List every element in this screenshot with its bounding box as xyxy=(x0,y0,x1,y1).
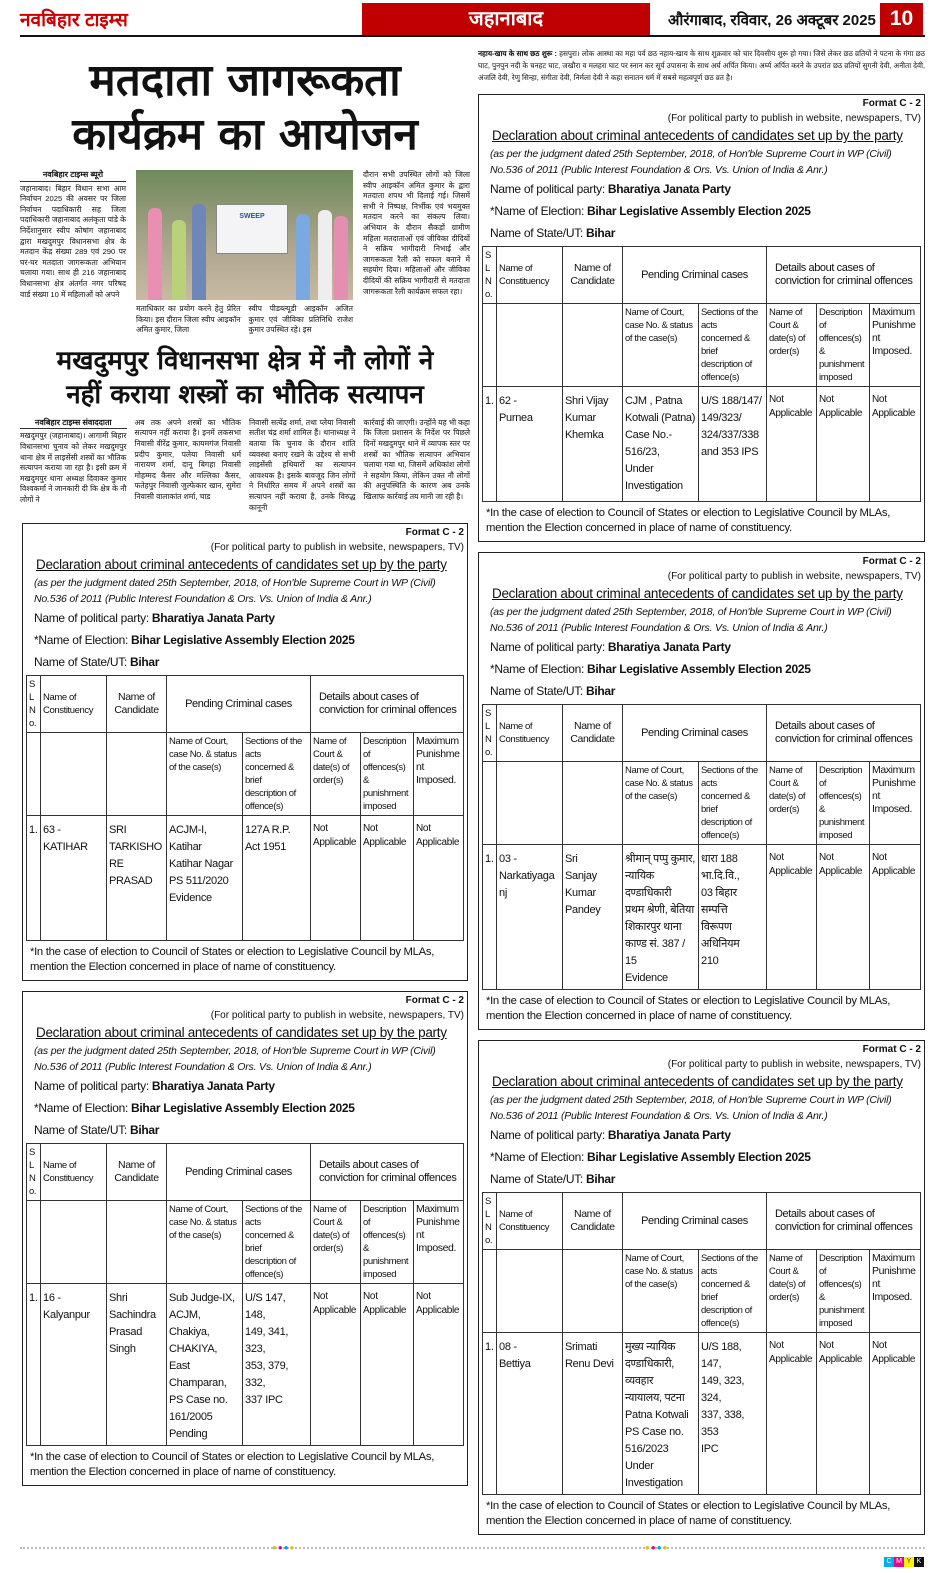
party-label: Name of political party: xyxy=(490,1128,608,1142)
th-conviction: Details about cases of conviction for criminal offences xyxy=(767,1193,921,1250)
th-sections: Sections of the acts concerned & brief description of offence(s) xyxy=(699,1250,767,1333)
page-header xyxy=(0,0,945,40)
article2-col3: निवासी सत्येंद्र शर्मा, तथा प्लेया निवासी सतीश चंद्र शर्मा शामिल हैं। थानाध्यक्ष ने बताया कि चुनाव के दौरान शांति व्यवस्था बनाए रखने के उद्देश्य से सभी लाइसेंसी हथियारों का सत्यापन आवश्यक है। इसके बावजूद जिन लोगों ने निर्धारित समय में अपने शस्त्रों का सत्यापन नहीं कराया है, उनके विरुद्ध कानूनी xyxy=(249,417,356,512)
party-label: Name of political party: xyxy=(34,611,152,626)
party-line xyxy=(26,607,464,629)
state-line xyxy=(26,1119,464,1141)
judgment-line: (as per the judgment dated 25th September, 2018, of Hon'ble Supreme Court in WP (Civil) xyxy=(34,1045,436,1058)
cell-sl: 1. xyxy=(483,845,497,990)
election-value: Bihar Legislative Assembly Election 2025 xyxy=(131,633,355,648)
declaration-title: Declaration about criminal antecedents of candidates set up by the party xyxy=(492,1074,903,1089)
footnote: *In the case of election to Council of States or election to Legislative Council by MLAs, mention the Election concerned in place of name of constituency. xyxy=(30,1451,435,1479)
judgment-line: (as per the judgment dated 25th September, 2018, of Hon'ble Supreme Court in WP (Civil) xyxy=(490,1094,892,1106)
th-sl: SL No. xyxy=(483,247,497,304)
format-label: Format C - 2 xyxy=(405,995,464,1007)
criminal-antecedents-form xyxy=(478,94,925,542)
article1-col4: दौरान सभी उपस्थित लोगों को जिला स्वीप आइकॉन अमित कुमार के द्वारा मतदाता शपथ भी दिलाई गई। जिसमें सभी ने निष्पक्ष, निर्भीक एवं भयमुक्त मतदान करने का संकल्प लिया। अभियान के दौरान सैकड़ों ग्रामीण महिला मतदाताओं एवं जीविका दीदियों ने सक्रिय भागीदारी निभाई और जागरूकता रैली को सफल बनाने में सहयोग दिया। महिलाओं और जीविका दीदियों की सक्रिय भागीदारी से मतदाता जागरूकता रैली कार्यक्रम सफल रहा। xyxy=(363,170,470,296)
state-value: Bihar xyxy=(585,1172,616,1186)
judgment-line: (as per the judgment dated 25th September, 2018, of Hon'ble Supreme Court in WP (Civil) xyxy=(490,606,892,618)
cell-candidate: Srimati Renu Devi xyxy=(563,1333,623,1495)
election-label: *Name of Election: xyxy=(490,1150,588,1164)
article1-photo xyxy=(136,170,353,300)
format-label: Format C - 2 xyxy=(405,527,464,539)
cell-constituency: 62 - Purnea xyxy=(497,387,563,502)
th-court-case: Name of Court, case No. & status of the case(s) xyxy=(623,762,699,845)
header-rule xyxy=(20,35,925,37)
article1-col2: मताधिकार का प्रयोग करने हेतु प्रेरित किया। इस दौरान जिला स्वीप आइकॉन अमित कुमार, जिला xyxy=(136,304,241,335)
cell-conv-court: Not Applicable xyxy=(767,1333,817,1495)
th-sections: Sections of the acts concerned & brief description of offence(s) xyxy=(699,304,767,387)
cmyk-y: Y xyxy=(904,1557,914,1567)
cell-conv-desc: Not Applicable xyxy=(817,845,870,990)
article2-col4: कार्रवाई की जाएगी। उन्होंने यह भी कहा कि जिला प्रशासन के निर्देश पर पिछले दिनों मखदुमपुर थाने में व्यापक स्तर पर शस्त्रों का भौतिक सत्यापन अभियान चलाया गया था, जिसमें अधिकांश लोगों ने सहयोग किया, लेकिन उक्त नौ लोगों की अनुपस्थिति के कारण अब उनके खिलाफ कार्रवाई तय मानी जा रही है। xyxy=(363,417,470,501)
state-value: Bihar xyxy=(585,684,616,698)
byline: नवबिहार टाइम्स संवाददाता xyxy=(20,418,127,430)
table-row xyxy=(483,845,921,990)
th-pending: Pending Criminal cases xyxy=(167,1144,311,1201)
registration-dots: ●●●● xyxy=(645,1543,669,1552)
cell-sl: 1. xyxy=(27,1284,41,1446)
cell-max-punishment: Not Applicable xyxy=(870,1333,921,1495)
th-court-case: Name of Court, case No. & status of the case(s) xyxy=(623,304,699,387)
footnote: *In the case of election to Council of States or election to Legislative Council by MLAs, mention the Election concerned in place of name of constituency. xyxy=(486,1500,891,1527)
article-text: जहानाबाद। बिहार विधान सभा आम निर्वाचन 2025 की अवसर पर जिला निर्वाचन पदाधिकारी सह जिला पदाधिकारी जहानाबाद अलंकृता पांडे के निर्देशानुसार स्वीप कोषांग जहानाबाद द्वारा मखदुमपुर विधानसभा क्षेत्र के मतदान केंद्र संख्या 289 एवं 290 पर घर-घर मतदाता जागरूकता अभियान चलाया गया। साथ ही 216 जहानाबाद विधानसभा क्षेत्र अंतर्गत नगर परिषद वार्ड संख्या 10 में महिलाओं को अपने xyxy=(20,183,126,299)
judgment-line: No.536 of 2011 (Public Interest Foundation & Ors. Vs. Union of India & Anr.) xyxy=(490,1110,828,1122)
cell-max-punishment: Not Applicable xyxy=(414,816,464,941)
th-conv-court: Name of Court & date(s) of order(s) xyxy=(311,733,361,816)
headline-line: नहीं कराया शस्त्रों का भौतिक सत्यापन xyxy=(66,379,424,410)
th-conviction: Details about cases of conviction for criminal offences xyxy=(311,1144,464,1201)
election-label: *Name of Election: xyxy=(490,204,588,218)
th-constituency: Name of Constituency xyxy=(41,1144,107,1201)
table-row xyxy=(27,816,464,941)
th-court-case: Name of Court, case No. & status of the case(s) xyxy=(623,1250,699,1333)
candidate-table xyxy=(482,704,921,990)
th-conviction: Details about cases of conviction for criminal offences xyxy=(311,676,464,733)
th-conv-desc: Description of offences(s) & punishment imposed xyxy=(817,762,870,845)
cell-constituency: 08 - Bettiya xyxy=(497,1333,563,1495)
cell-candidate: Shri Vijay Kumar Khemka xyxy=(563,387,623,502)
th-constituency: Name of Constituency xyxy=(497,247,563,304)
party-line xyxy=(482,636,921,658)
cell-conv-desc: Not Applicable xyxy=(817,1333,870,1495)
judgment-line: (as per the judgment dated 25th September, 2018, of Hon'ble Supreme Court in WP (Civil) xyxy=(34,577,436,590)
cell-sections: U/S 147, 148, 149, 341, 323, 353, 379, 332, 337 IPC xyxy=(243,1284,311,1446)
publish-note: (For political party to publish in website, newspapers, TV) xyxy=(210,542,464,554)
th-pending: Pending Criminal cases xyxy=(623,247,767,304)
cell-sl: 1. xyxy=(483,387,497,502)
format-label: Format C - 2 xyxy=(862,98,921,109)
cell-sl: 1. xyxy=(27,816,41,941)
cell-sections: U/S 188, 147, 149, 323, 324, 337, 338, 353 IPC xyxy=(699,1333,767,1495)
th-pending: Pending Criminal cases xyxy=(167,676,311,733)
publish-note: (For political party to publish in website, newspapers, TV) xyxy=(667,1059,921,1070)
th-conv-court: Name of Court & date(s) of order(s) xyxy=(311,1201,361,1284)
footnote: *In the case of election to Council of States or election to Legislative Council by MLAs, mention the Election concerned in place of name of constituency. xyxy=(30,946,435,974)
election-label: *Name of Election: xyxy=(490,662,588,676)
cell-sections: U/S 188/147/ 149/323/ 324/337/338 and 353 IPS xyxy=(699,387,767,502)
publish-note: (For political party to publish in website, newspapers, TV) xyxy=(210,1010,464,1022)
election-label: *Name of Election: xyxy=(34,1101,132,1116)
th-candidate: Name of Candidate xyxy=(563,1193,623,1250)
cell-court-case: श्रीमान् पप्पु कुमार, न्यायिक दण्डाधिकारी प्रथम श्रेणी, बेतिया शिकारपुर थाना काण्ड सं. 387 / 15 Evidence xyxy=(623,845,699,990)
cell-candidate: Sri Sanjay Kumar Pandey xyxy=(563,845,623,990)
th-conv-court: Name of Court & date(s) of order(s) xyxy=(767,304,817,387)
party-value: Bharatiya Janata Party xyxy=(607,1128,731,1142)
cell-court-case: CJM , Patna Kotwali (Patna) Case No.- 516/23, Under Investigation xyxy=(623,387,699,502)
article2-col1 xyxy=(20,418,127,506)
th-conviction: Details about cases of conviction for criminal offences xyxy=(767,705,921,762)
state-label: Name of State/UT: xyxy=(34,655,130,670)
th-pending: Pending Criminal cases xyxy=(623,1193,767,1250)
byline: नवबिहार टाइम्स ब्यूरो xyxy=(20,170,126,182)
state-value: Bihar xyxy=(129,1123,160,1138)
election-value: Bihar Legislative Assembly Election 2025 xyxy=(587,204,811,218)
headline-line: मतदाता जागरूकता xyxy=(89,55,401,106)
judgment-line: No.536 of 2011 (Public Interest Foundation & Ors. Vs. Union of India & Anr.) xyxy=(34,593,372,606)
party-line xyxy=(26,1075,464,1097)
article1-col1 xyxy=(20,170,126,300)
th-conviction: Details about cases of conviction for criminal offences xyxy=(767,247,921,304)
banner-text: SWEEP xyxy=(239,213,265,220)
th-candidate: Name of Candidate xyxy=(107,1144,167,1201)
article1-headline xyxy=(20,54,470,162)
headline-line: कार्यक्रम का आयोजन xyxy=(72,109,418,160)
party-line xyxy=(482,1124,921,1146)
th-sl: SL No. xyxy=(27,1144,41,1201)
party-label: Name of political party: xyxy=(490,640,608,654)
state-label: Name of State/UT: xyxy=(490,684,586,698)
brief-text: हसपुरा। लोक आस्था का महा पर्व छठ नहाय-खाय के साथ शुक्रवार को चार दिवसीय शुरू हो गया। जिसे लेकर छठ व्रतियों ने पटना के गंगा छठ घाट, पुनपुन नदी के चनहट घाट, जखौरा व मलहरा घाट पर स्नान कर सूर्य उपासना के साथ अर्घ अर्पित किया। अर्घ्य अर्पित करने के उपरांत छठ व्रतियों सुगनी देवी, अनीता देवी, अंजलि देवी, रेणु सिन्हा, संगीता देवी, निर्मला देवी ने कहा सनातन धर्म में सबसे महत्वपूर्ण छठ व्रत है। xyxy=(478,49,926,82)
th-sl: SL No. xyxy=(483,1193,497,1250)
publish-note: (For political party to publish in website, newspapers, TV) xyxy=(667,113,921,124)
state-label: Name of State/UT: xyxy=(490,226,586,240)
format-label: Format C - 2 xyxy=(862,556,921,567)
article2-body xyxy=(20,418,470,513)
th-constituency: Name of Constituency xyxy=(41,676,107,733)
th-max-punishment: Maximum Punishment Imposed. xyxy=(414,733,464,816)
cell-conv-court: Not Applicable xyxy=(311,1284,361,1446)
judgment-line: No.536 of 2011 (Public Interest Foundation & Ors. Vs. Union of India & Anr.) xyxy=(490,164,828,176)
cell-court-case: Sub Judge-IX, ACJM, Chakiya, CHAKIYA, East Champaran, PS Case no. 161/2005 Pending xyxy=(167,1284,243,1446)
criminal-antecedents-form xyxy=(478,1040,925,1535)
th-conv-court: Name of Court & date(s) of order(s) xyxy=(767,1250,817,1333)
section-title: जहानाबाद xyxy=(362,3,650,35)
cell-constituency: 03 - Narkatiyaganj xyxy=(497,845,563,990)
th-candidate: Name of Candidate xyxy=(107,676,167,733)
th-max-punishment: Maximum Punishment Imposed. xyxy=(870,1250,921,1333)
th-sl: SL No. xyxy=(483,705,497,762)
election-line xyxy=(26,629,464,651)
candidate-table xyxy=(482,246,921,502)
article1-col3: स्वीप पीडब्ल्यूडी आइकॉन अजित कुमार एवं जीविका प्रतिनिधि राजेश कुमार उपस्थित रहे। इस xyxy=(248,304,353,335)
masthead-logo: नवबिहार टाइम्स xyxy=(20,10,128,31)
cell-candidate: Shri Sachindra Prasad Singh xyxy=(107,1284,167,1446)
cell-court-case: मुख्य न्यायिक दण्डाधिकारी, व्यवहार न्यायालय, पटना Patna Kotwali PS Case no. 516/2023 Under Investigation xyxy=(623,1333,699,1495)
judgment-line: No.536 of 2011 (Public Interest Foundation & Ors. Vs. Union of India & Anr.) xyxy=(34,1061,372,1074)
party-label: Name of political party: xyxy=(34,1079,152,1094)
cell-max-punishment: Not Applicable xyxy=(870,387,921,502)
criminal-antecedents-form xyxy=(22,523,468,981)
declaration-title: Declaration about criminal antecedents of candidates set up by the party xyxy=(492,128,903,143)
state-line xyxy=(482,222,921,244)
declaration-title: Declaration about criminal antecedents of candidates set up by the party xyxy=(36,1025,447,1041)
article1-middle xyxy=(136,170,353,336)
cell-conv-desc: Not Applicable xyxy=(361,1284,414,1446)
judgment-line: (as per the judgment dated 25th September, 2018, of Hon'ble Supreme Court in WP (Civil) xyxy=(490,148,892,160)
state-line xyxy=(482,680,921,702)
state-value: Bihar xyxy=(585,226,616,240)
page-number: 10 xyxy=(880,3,923,35)
article2-col2: अब तक अपने शस्त्रों का भौतिक सत्यापन नहीं कराया है। इनमें लकसभा निवासी वीरेंद्र कुमार, कायमगंज निवासी प्रदीप कुमार, पलेया निवासी धर्म नारायण शर्मा, दानू बिगहा निवासी मोहम्मद कैसर और मल्लिका कैसर, फतेहपुर निवासी जुल्फेकार खान, सुमेरा निवासी वालाकांत शर्मा, चाड xyxy=(134,417,241,501)
judgment-line: No.536 of 2011 (Public Interest Foundation & Ors. Vs. Union of India & Anr.) xyxy=(490,622,828,634)
th-max-punishment: Maximum Punishment Imposed. xyxy=(870,762,921,845)
state-line xyxy=(482,1168,921,1190)
cell-sections: 127A R.P. Act 1951 xyxy=(243,816,311,941)
election-value: Bihar Legislative Assembly Election 2025 xyxy=(131,1101,355,1116)
state-value: Bihar xyxy=(129,655,160,670)
cell-constituency: 16 - Kalyanpur xyxy=(41,1284,107,1446)
th-court-case: Name of Court, case No. & status of the case(s) xyxy=(167,733,243,816)
cmyk-c: C xyxy=(884,1557,894,1567)
state-line xyxy=(26,651,464,673)
table-row xyxy=(27,1284,464,1446)
th-candidate: Name of Candidate xyxy=(563,247,623,304)
declaration-title: Declaration about criminal antecedents of candidates set up by the party xyxy=(492,586,903,601)
party-label: Name of political party: xyxy=(490,182,608,196)
state-label: Name of State/UT: xyxy=(34,1123,130,1138)
brief-lead: नहाय-खाय के साथ छठ शुरू : xyxy=(478,49,557,58)
election-label: *Name of Election: xyxy=(34,633,132,648)
th-conv-desc: Description of offences(s) & punishment imposed xyxy=(361,733,414,816)
candidate-table xyxy=(26,1143,464,1446)
table-row xyxy=(483,387,921,502)
registration-dots: ●●●● xyxy=(272,1543,296,1552)
th-sections: Sections of the acts concerned & brief description of offence(s) xyxy=(243,733,311,816)
candidate-table xyxy=(482,1192,921,1495)
th-conv-desc: Description of offences(s) & punishment imposed xyxy=(361,1201,414,1284)
article1-photo-columns xyxy=(136,304,353,336)
party-value: Bharatiya Janata Party xyxy=(151,1079,275,1094)
th-sections: Sections of the acts concerned & brief description of offence(s) xyxy=(243,1201,311,1284)
page-footer xyxy=(0,1543,945,1573)
th-candidate: Name of Candidate xyxy=(563,705,623,762)
election-value: Bihar Legislative Assembly Election 2025 xyxy=(587,662,811,676)
cell-max-punishment: Not Applicable xyxy=(870,845,921,990)
article-text: मखदुमपुर (जहानाबाद)। आगामी बिहार विधानसभा चुनाव को लेकर मखदुमपुर थाना क्षेत्र में लाइसेंसी शस्त्रों का भौतिक सत्यापन कराया जा रहा है। इसी क्रम में मखदुमपुर थाना अध्यक्ष दिवाकर कुमार विश्वकर्मा ने जानकारी दी कि क्षेत्र के नौ लोगों ने xyxy=(20,431,127,504)
right-column xyxy=(478,40,925,1535)
candidate-table xyxy=(26,675,464,941)
cmyk-k: K xyxy=(914,1557,924,1567)
election-line xyxy=(482,1146,921,1168)
article1-body xyxy=(20,170,470,336)
cell-conv-desc: Not Applicable xyxy=(361,816,414,941)
cmyk-marks xyxy=(884,1557,924,1567)
th-pending: Pending Criminal cases xyxy=(623,705,767,762)
th-conv-desc: Description of offences(s) & punishment imposed xyxy=(817,1250,870,1333)
party-value: Bharatiya Janata Party xyxy=(607,640,731,654)
th-sl: SL No. xyxy=(27,676,41,733)
party-value: Bharatiya Janata Party xyxy=(151,611,275,626)
cell-conv-court: Not Applicable xyxy=(767,387,817,502)
table-row xyxy=(483,1333,921,1495)
th-max-punishment: Maximum Punishment Imposed. xyxy=(414,1201,464,1284)
footnote: *In the case of election to Council of States or election to Legislative Council by MLAs, mention the Election concerned in place of name of constituency. xyxy=(486,507,891,534)
th-constituency: Name of Constituency xyxy=(497,705,563,762)
election-line xyxy=(26,1097,464,1119)
publish-note: (For political party to publish in website, newspapers, TV) xyxy=(667,571,921,582)
th-sections: Sections of the acts concerned & brief description of offence(s) xyxy=(699,762,767,845)
party-line xyxy=(482,178,921,200)
cell-constituency: 63 - KATIHAR xyxy=(41,816,107,941)
declaration-title: Declaration about criminal antecedents of candidates set up by the party xyxy=(36,557,447,573)
registration-line xyxy=(20,1547,925,1551)
th-conv-desc: Description of offences(s) & punishment imposed xyxy=(817,304,870,387)
news-brief xyxy=(478,48,925,84)
th-constituency: Name of Constituency xyxy=(497,1193,563,1250)
state-label: Name of State/UT: xyxy=(490,1172,586,1186)
election-line xyxy=(482,658,921,680)
cell-max-punishment: Not Applicable xyxy=(414,1284,464,1446)
cmyk-m: M xyxy=(894,1557,904,1567)
election-line xyxy=(482,200,921,222)
footnote: *In the case of election to Council of States or election to Legislative Council by MLAs, mention the Election concerned in place of name of constituency. xyxy=(486,995,891,1022)
left-column xyxy=(20,40,470,1535)
headline-line: मखदुमपुर विधानसभा क्षेत्र में नौ लोगों ने xyxy=(56,345,434,376)
sweep-banner xyxy=(216,204,288,254)
article2-headline xyxy=(20,344,470,412)
th-conv-court: Name of Court & date(s) of order(s) xyxy=(767,762,817,845)
criminal-antecedents-form xyxy=(22,991,468,1486)
cell-conv-desc: Not Applicable xyxy=(817,387,870,502)
th-court-case: Name of Court, case No. & status of the case(s) xyxy=(167,1201,243,1284)
th-max-punishment: Maximum Punishment Imposed. xyxy=(870,304,921,387)
format-label: Format C - 2 xyxy=(862,1044,921,1055)
cell-conv-court: Not Applicable xyxy=(311,816,361,941)
cell-candidate: SRI TARKISHORE PRASAD xyxy=(107,816,167,941)
party-value: Bharatiya Janata Party xyxy=(607,182,731,196)
cell-conv-court: Not Applicable xyxy=(767,845,817,990)
page-body xyxy=(0,40,945,1535)
cell-sections: धारा 188 भा.दि.वि., 03 बिहार सम्पत्ति विरूपण अधिनियम 210 xyxy=(699,845,767,990)
election-value: Bihar Legislative Assembly Election 2025 xyxy=(587,1150,811,1164)
dateline: औरंगाबाद, रविवार, 26 अक्टूबर 2025 xyxy=(668,12,876,29)
cell-court-case: ACJM-I, Katihar Katihar Nagar PS 511/2020 Evidence xyxy=(167,816,243,941)
cell-sl: 1. xyxy=(483,1333,497,1495)
criminal-antecedents-form xyxy=(478,552,925,1030)
